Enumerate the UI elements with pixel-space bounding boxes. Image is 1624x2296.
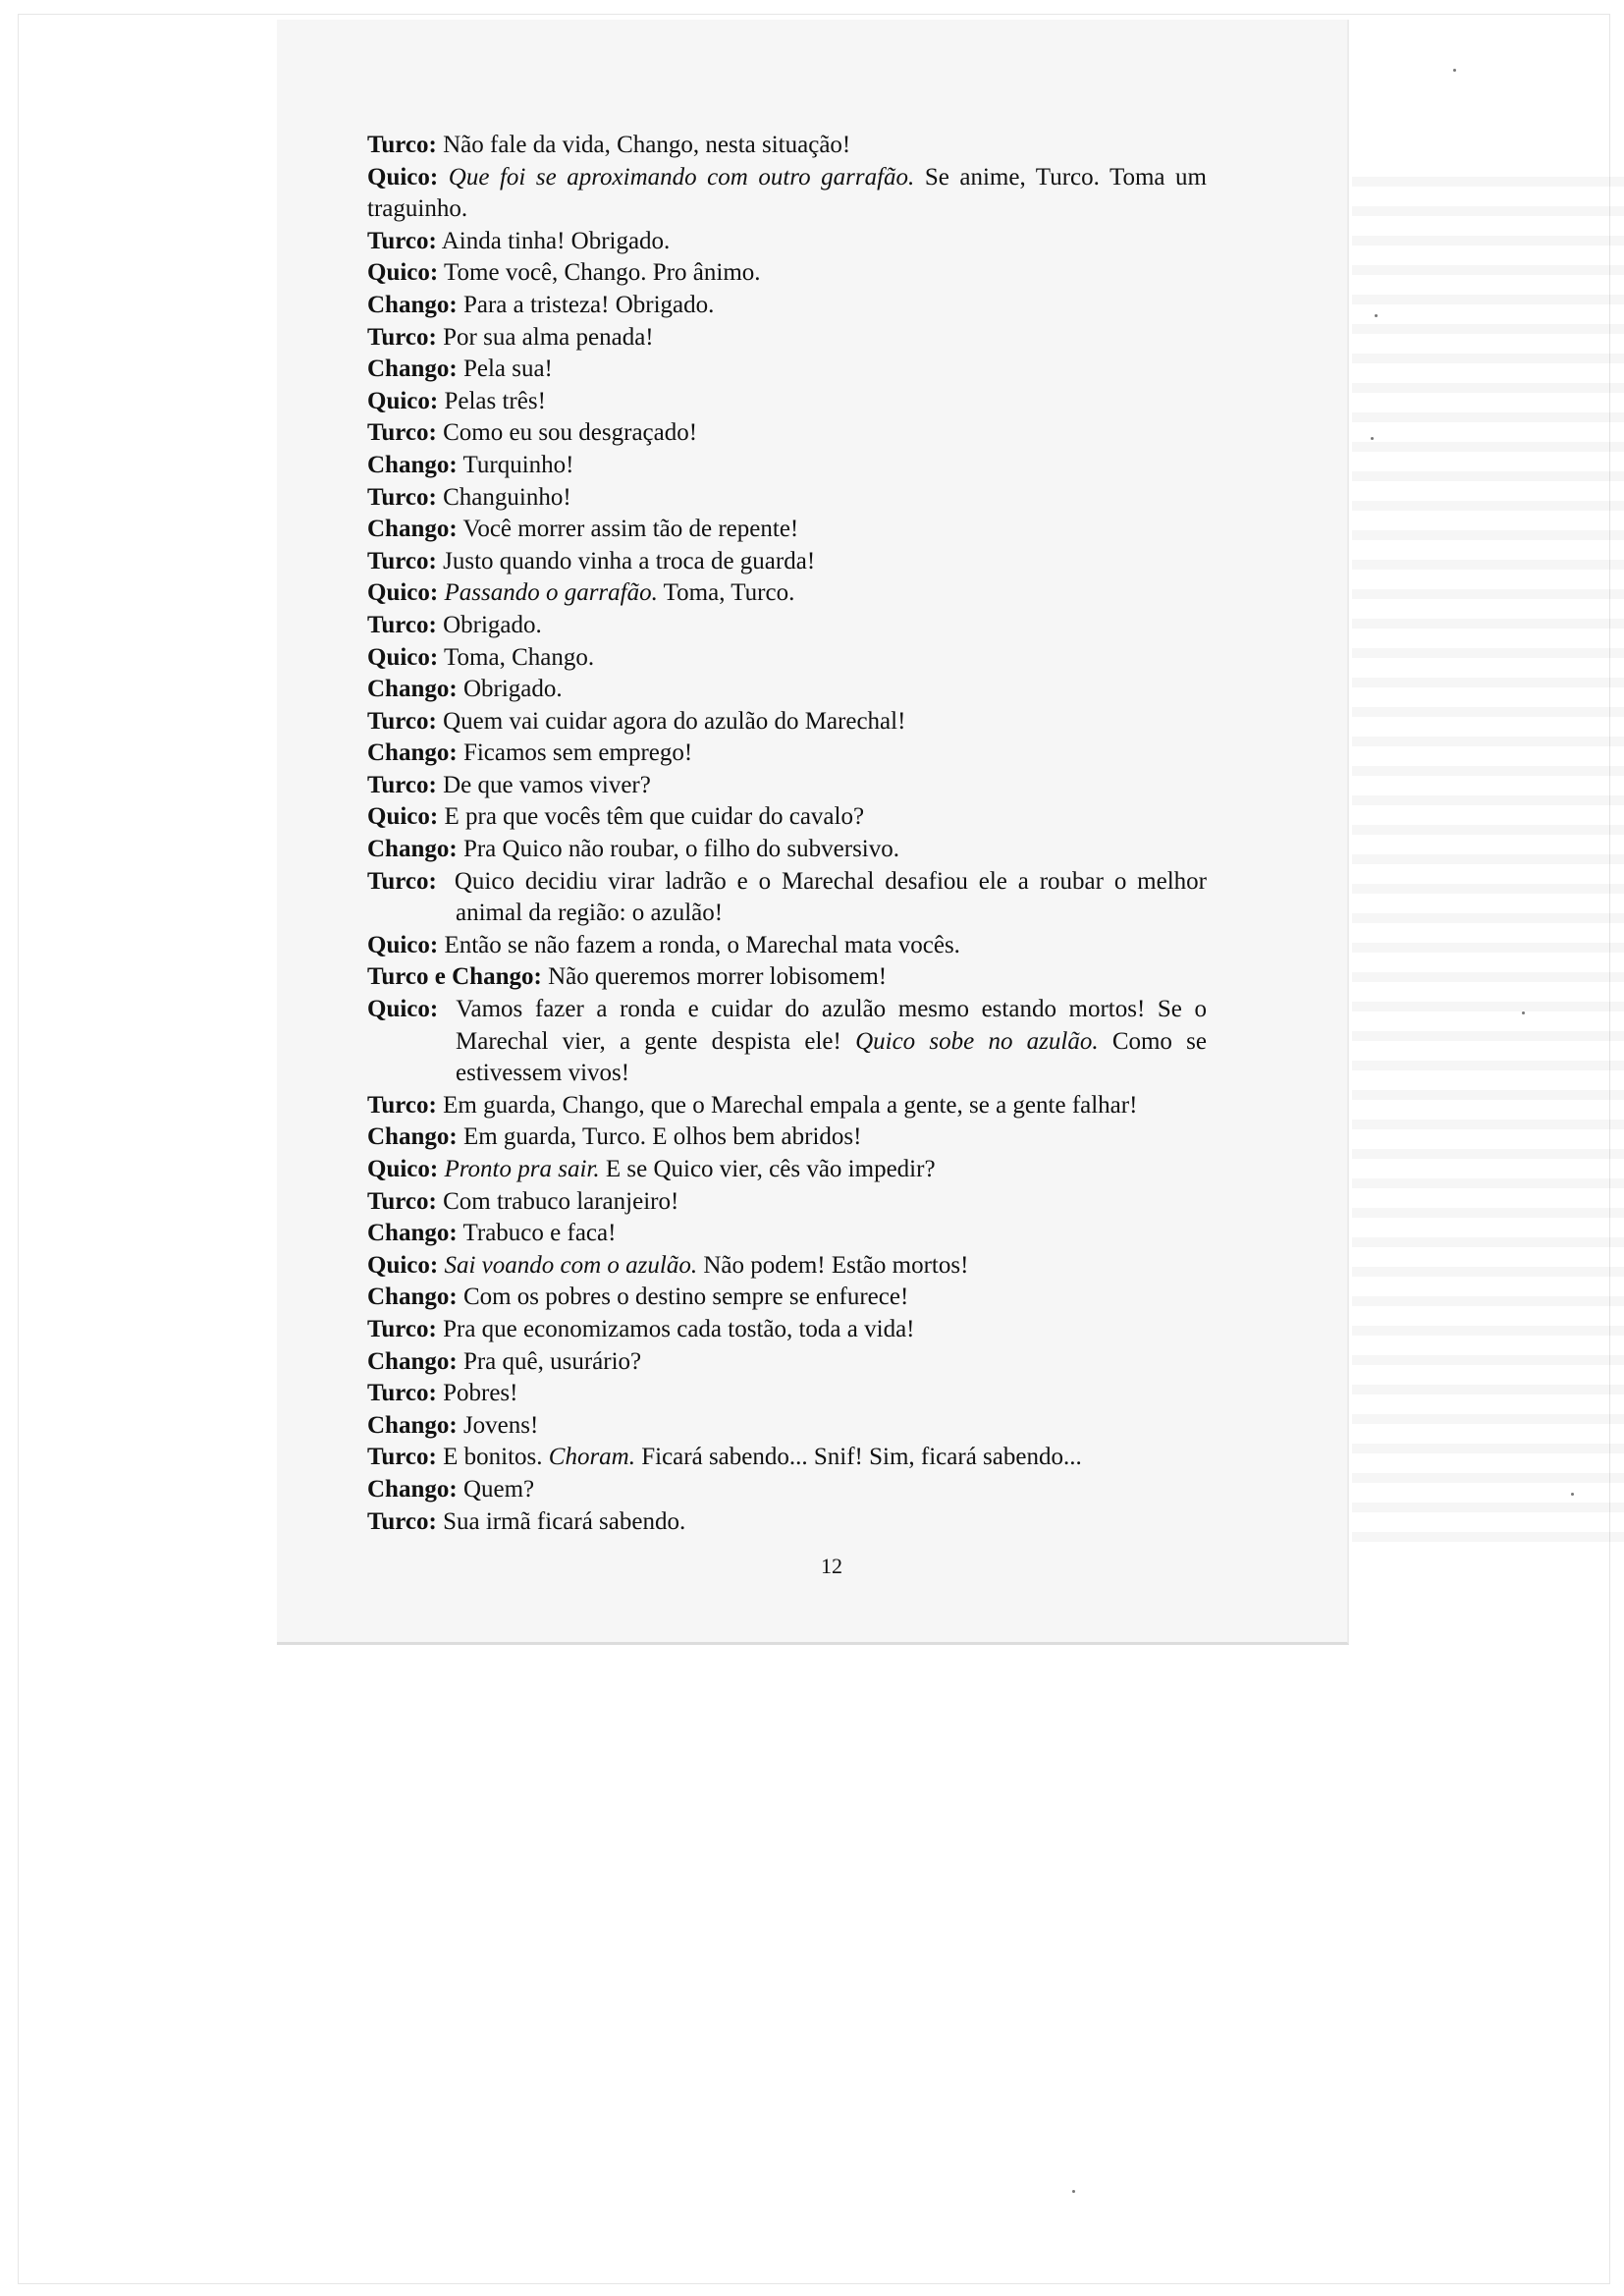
dialogue-line <box>367 226 1207 258</box>
spoken-text: Trabuco e faca! <box>457 1220 617 1247</box>
spoken-text: Jovens! <box>457 1411 539 1439</box>
speaker-name: Chango: <box>367 739 458 767</box>
speaker-name: Chango: <box>367 1220 458 1247</box>
spoken-text: E pra que vocês têm que cuidar do cavalo? <box>438 803 865 831</box>
dialogue-line <box>367 1410 1207 1443</box>
speaker-name: Quico: <box>367 803 439 831</box>
spoken-text: Pela sua! <box>457 355 553 383</box>
dialogue-line <box>367 1250 1207 1283</box>
spoken-text: Como se estivessem vivos! <box>456 1027 1207 1087</box>
speaker-name: Turco: <box>367 1507 437 1535</box>
spoken-text: Pra Quico não roubar, o filho do subversivo. <box>457 836 899 863</box>
dialogue-line <box>367 1186 1207 1219</box>
dialogue-line <box>367 1346 1207 1379</box>
bleed-through-text <box>1352 157 1624 1552</box>
spoken-text: Com os pobres o destino sempre se enfurece! <box>457 1284 909 1311</box>
spoken-text: Pelas três! <box>438 387 546 414</box>
speaker-name: Turco: <box>367 132 437 158</box>
speaker-name: Turco: <box>367 771 437 798</box>
speaker-name: Chango: <box>367 1347 458 1375</box>
dialogue-line <box>367 930 1207 962</box>
dialogue-body <box>367 130 1207 1538</box>
dialogue-line <box>367 1378 1207 1410</box>
scan-speck <box>1375 314 1378 317</box>
spoken-text: E bonitos. <box>436 1444 549 1471</box>
dialogue-line <box>367 674 1207 706</box>
speaker-name: Quico: <box>367 1251 439 1279</box>
stage-direction: Choram. <box>548 1444 635 1471</box>
dialogue-line <box>367 1218 1207 1250</box>
stage-direction: Quico sobe no azulão. <box>855 1027 1099 1055</box>
speaker-name: Chango: <box>367 451 458 478</box>
speaker-name: Quico: <box>367 996 439 1023</box>
speaker-name: Quico: <box>367 163 439 191</box>
scan-speck <box>1571 1493 1574 1496</box>
speaker-name: Chango: <box>367 1475 458 1503</box>
scan-speck <box>1453 69 1456 72</box>
dialogue-line <box>367 386 1207 418</box>
spoken-text: Ficará sabendo... Snif! Sim, ficará sabendo... <box>634 1444 1082 1471</box>
spoken-text: Em guarda, Turco. E olhos bem abridos! <box>457 1123 862 1151</box>
spoken-text: Como eu sou desgraçado! <box>436 419 698 447</box>
dialogue-line <box>367 1474 1207 1506</box>
spoken-text: Para a tristeza! Obrigado. <box>457 291 715 318</box>
dialogue-line <box>367 514 1207 546</box>
dialogue-line <box>367 610 1207 642</box>
speaker-name: Quico: <box>367 931 439 958</box>
speaker-name: Chango: <box>367 1284 458 1311</box>
dialogue-line <box>367 354 1207 386</box>
stage-direction: Que foi se aproximando com outro garrafão. <box>448 163 915 191</box>
scan-speck <box>1371 437 1374 440</box>
spoken-text: Obrigado. <box>457 676 563 703</box>
dialogue-line <box>367 482 1207 515</box>
dialogue-line <box>367 417 1207 450</box>
spoken-text: Turquinho! <box>457 451 574 478</box>
spoken-text: Ficamos sem emprego! <box>457 739 693 767</box>
speaker-name: Quico: <box>367 1156 439 1182</box>
dialogue-line <box>367 1121 1207 1154</box>
dialogue-line <box>367 866 1207 930</box>
spoken-text: Então se não fazem a ronda, o Marechal mata vocês. <box>438 931 960 958</box>
dialogue-line <box>367 577 1207 610</box>
spoken-text: De que vamos viver? <box>436 771 651 798</box>
spoken-text: Changuinho! <box>436 483 571 511</box>
spoken-text: E se Quico vier, cês vão impedir? <box>599 1156 936 1182</box>
speaker-name: Chango: <box>367 516 458 543</box>
dialogue-line <box>367 162 1207 226</box>
dialogue-line <box>367 738 1207 770</box>
speaker-name: Turco e Chango: <box>367 963 542 991</box>
stage-direction: Pronto pra sair. <box>444 1156 600 1182</box>
spoken-text: Tome você, Chango. Pro ânimo. <box>438 259 761 287</box>
dialogue-line <box>367 450 1207 482</box>
spoken-text: Não podem! Estão mortos! <box>697 1251 969 1279</box>
spoken-text: Não fale da vida, Chango, nesta situação! <box>436 132 851 158</box>
speaker-name: Turco: <box>367 227 437 254</box>
speaker-name: Chango: <box>367 291 458 318</box>
dialogue-line <box>367 801 1207 834</box>
dialogue-line <box>367 961 1207 994</box>
speaker-name: Turco: <box>367 419 437 447</box>
dialogue-line <box>367 1090 1207 1122</box>
dialogue-line <box>367 770 1207 802</box>
speaker-name: Quico: <box>367 387 439 414</box>
speaker-name: Turco: <box>367 1315 437 1342</box>
speaker-name: Turco: <box>367 483 437 511</box>
page-number: 12 <box>821 1554 842 1578</box>
dialogue-line <box>367 1506 1207 1539</box>
spoken-text: Quem? <box>457 1475 535 1503</box>
speaker-name: Quico: <box>367 643 439 671</box>
dialogue-line <box>367 1442 1207 1474</box>
spoken-text: Com trabuco laranjeiro! <box>436 1187 679 1215</box>
speaker-name: Chango: <box>367 1123 458 1151</box>
speaker-name: Turco: <box>367 323 437 351</box>
spoken-text: Obrigado. <box>436 611 542 638</box>
dialogue-line <box>367 994 1207 1090</box>
spoken-text: Sua irmã ficará sabendo. <box>436 1507 686 1535</box>
speaker-name: Chango: <box>367 355 458 383</box>
speaker-name: Chango: <box>367 836 458 863</box>
dialogue-line <box>367 290 1207 322</box>
speaker-name: Quico: <box>367 259 439 287</box>
spoken-text: Toma, Turco. <box>657 579 795 607</box>
scan-speck <box>1072 2190 1075 2193</box>
dialogue-line <box>367 1314 1207 1346</box>
spoken-text: Ainda tinha! Obrigado. <box>436 227 671 254</box>
stage-direction: Passando o garrafão. <box>444 579 658 607</box>
spoken-text: Vamos fazer a ronda e cuidar do azulão mesmo estando mortos! Se o Marechal vier, a gente despista ele! <box>456 996 1207 1055</box>
dialogue-line <box>367 834 1207 866</box>
dialogue-line <box>367 546 1207 578</box>
spoken-text: Se anime, Turco. Toma um traguinho. <box>367 163 1208 223</box>
spoken-text: Pobres! <box>436 1380 518 1407</box>
speaker-name: Turco: <box>367 547 437 574</box>
spoken-text: Em guarda, Chango, que o Marechal empala a gente, se a gente falhar! <box>436 1091 1138 1119</box>
dialogue-line <box>367 642 1207 675</box>
spoken-text: Toma, Chango. <box>438 643 595 671</box>
spoken-text: Pra quê, usurário? <box>457 1347 642 1375</box>
dialogue-line <box>367 130 1207 162</box>
speaker-name: Chango: <box>367 1411 458 1439</box>
spoken-text: Pra que economizamos cada tostão, toda a vida! <box>436 1315 915 1342</box>
dialogue-line <box>367 322 1207 355</box>
spoken-text: Não queremos morrer lobisomem! <box>541 963 888 991</box>
stage-direction: Sai voando com o azulão. <box>444 1251 698 1279</box>
speaker-name: Turco: <box>367 707 437 735</box>
speaker-name: Turco: <box>367 1444 437 1471</box>
speaker-name: Chango: <box>367 676 458 703</box>
speaker-name: Quico: <box>367 579 439 607</box>
spoken-text: Quem vai cuidar agora do azulão do Marechal! <box>436 707 906 735</box>
dialogue-line <box>367 1154 1207 1186</box>
spoken-text: Quico decidiu virar ladrão e o Marechal desafiou ele a roubar o melhor animal da região: o azulão! <box>454 867 1207 927</box>
spoken-text: Por sua alma penada! <box>436 323 654 351</box>
spoken-text: Justo quando vinha a troca de guarda! <box>436 547 816 574</box>
speaker-name: Turco: <box>367 611 437 638</box>
dialogue-line <box>367 706 1207 738</box>
speaker-name: Turco: <box>367 1187 437 1215</box>
dialogue-line <box>367 257 1207 290</box>
spoken-text: Você morrer assim tão de repente! <box>457 516 799 543</box>
speaker-name: Turco: <box>367 1380 437 1407</box>
scan-speck <box>1522 1011 1525 1014</box>
speaker-name: Turco: <box>367 867 437 895</box>
dialogue-line <box>367 1282 1207 1314</box>
speaker-name: Turco: <box>367 1091 437 1119</box>
